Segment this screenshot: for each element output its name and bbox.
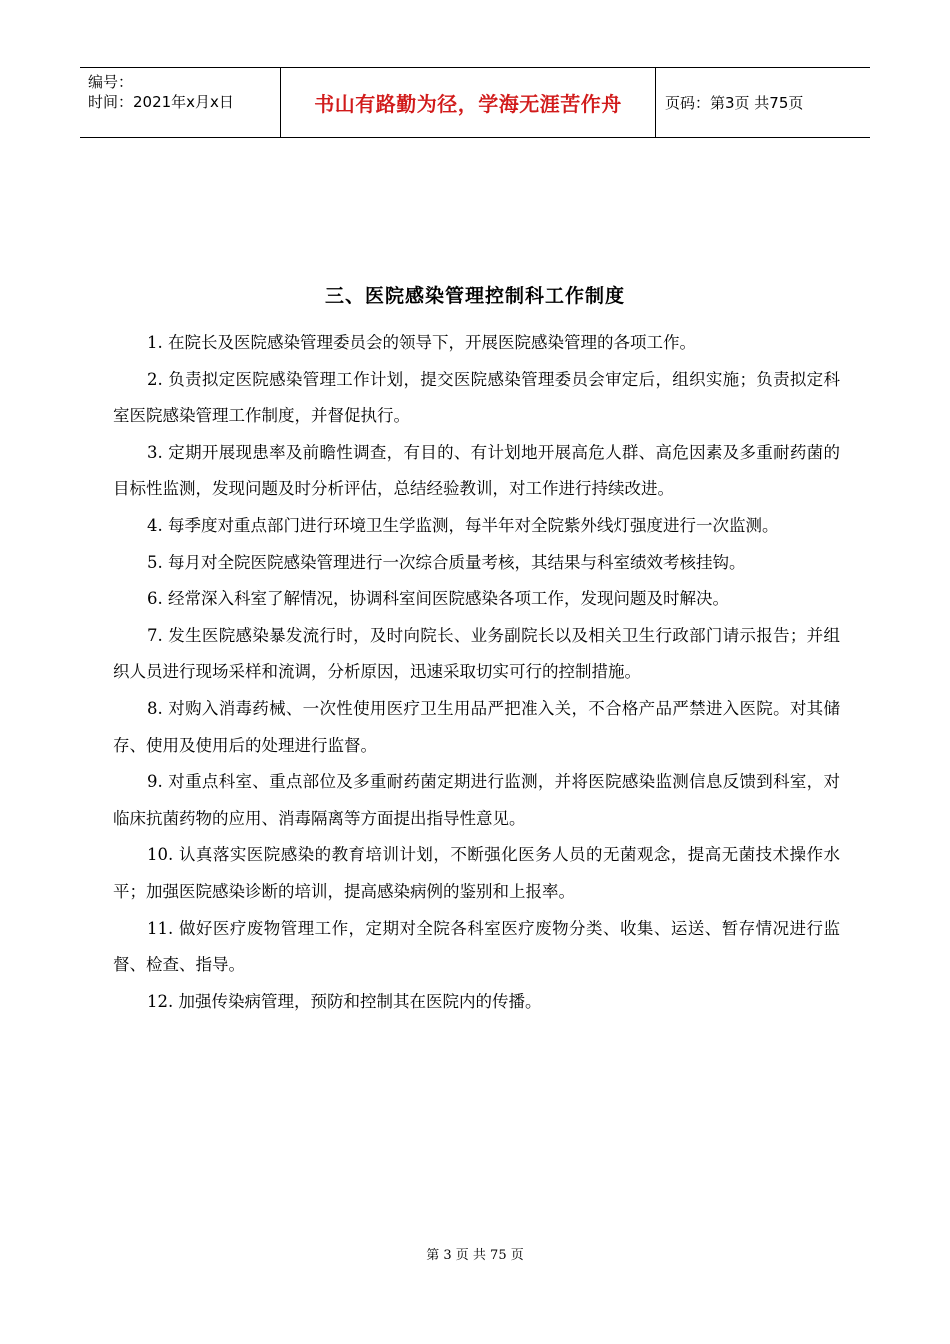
doc-number-label: 编号： bbox=[88, 73, 134, 91]
paragraph-6: 6. 经常深入科室了解情况，协调科室间医院感染各项工作，发现问题及时解决。 bbox=[147, 589, 729, 609]
header-motto: 书山有路勤为径，学海无涯苦作舟 bbox=[314, 92, 622, 116]
header-meta bbox=[80, 68, 281, 137]
page-header bbox=[80, 67, 870, 138]
document-body bbox=[113, 325, 840, 1020]
paragraph-7: 7. 发生医院感染暴发流行时，及时向院长、业务副院长以及相关卫生行政部门请示报告；并组织人员进行现场采样和流调，分析原因，迅速采取切实可行的控制措施。 bbox=[113, 625, 840, 682]
paragraph-11: 11. 做好医疗废物管理工作，定期对全院各科室医疗废物分类、收集、运送、暂存情况进行监督、检查、指导。 bbox=[113, 918, 840, 975]
document-title: 三、医院感染管理控制科工作制度 bbox=[324, 285, 625, 307]
paragraph-1: 1. 在院长及医院感染管理委员会的领导下，开展医院感染管理的各项工作。 bbox=[147, 333, 696, 352]
paragraph-12: 12. 加强传染病管理，预防和控制其在医院内的传播。 bbox=[147, 991, 542, 1011]
paragraph-3: 3. 定期开展现患率及前瞻性调查，有目的、有计划地开展高危人群、高危因素及多重耐药菌的目标性监测，发现问题及时分析评估，总结经验教训，对工作进行持续改进。 bbox=[113, 442, 840, 499]
page-footer: 第 3 页 共 75 页 bbox=[426, 1248, 524, 1263]
paragraph-8: 8. 对购入消毒药械、一次性使用医疗卫生用品严把准入关，不合格产品严禁进入医院。对其储存、使用及使用后的处理进行监督。 bbox=[113, 698, 840, 755]
paragraph-2: 2. 负责拟定医院感染管理工作计划，提交医院感染管理委员会审定后，组织实施；负责拟定科室医院感染管理工作制度，并督促执行。 bbox=[113, 369, 840, 426]
paragraph-5: 5. 每月对全院医院感染管理进行一次综合质量考核，其结果与科室绩效考核挂钩。 bbox=[147, 552, 746, 572]
paragraph-10: 10. 认真落实医院感染的教育培训计划，不断强化医务人员的无菌观念，提高无菌技术操作水平；加强医院感染诊断的培训，提高感染病例的鉴别和上报率。 bbox=[113, 845, 840, 901]
paragraph-9: 9. 对重点科室、重点部位及多重耐药菌定期进行监测，并将医院感染监测信息反馈到科室，对临床抗菌药物的应用、消毒隔离等方面提出指导性意见。 bbox=[113, 772, 840, 828]
doc-time-label: 时间：2021年x月x日 bbox=[88, 93, 234, 111]
header-page-info: 页码：第3页 共75页 bbox=[665, 94, 804, 112]
paragraph-4: 4. 每季度对重点部门进行环境卫生学监测，每半年对全院紫外线灯强度进行一次监测。 bbox=[147, 515, 779, 535]
header-motto-cell bbox=[281, 68, 656, 137]
